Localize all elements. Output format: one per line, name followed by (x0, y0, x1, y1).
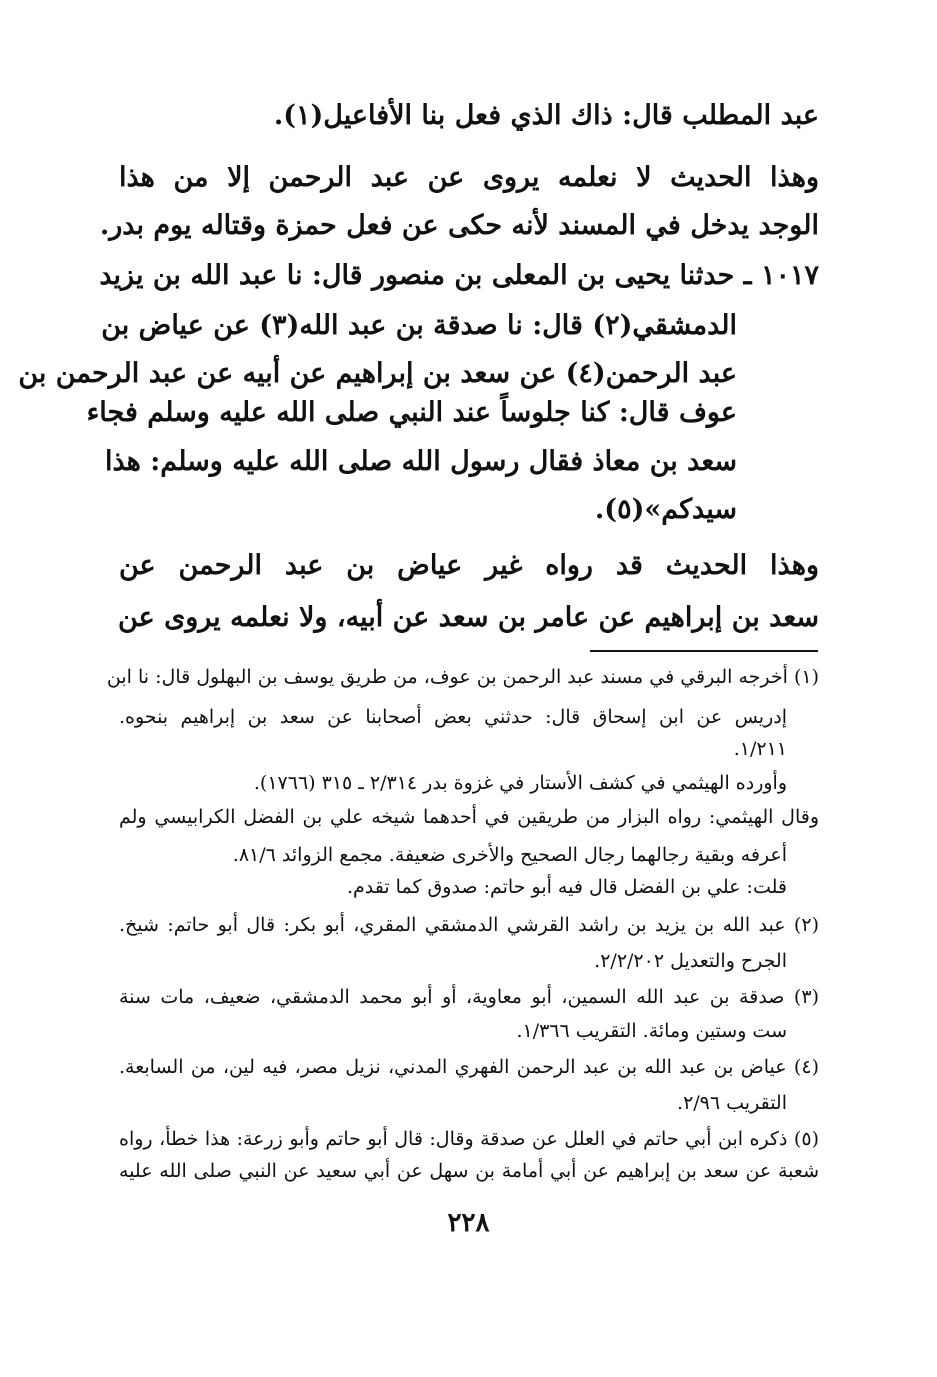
footnote-1-line-6: أعرفه وبقية رجالهما رجال الصحيح والأخرى ضعيفة. مجمع الزوائد ٨١/٦. (232, 844, 787, 866)
footnote-4-line-2: التقريب ٢/٩٦. (677, 1092, 787, 1114)
main-line-5: الدمشقي(٢) قال: نا صدقة بن عبد الله(٣) عن عياض بن (101, 310, 737, 341)
main-line-3: الوجد يدخل في المسند لأنه حكى عن فعل حمزة وقتاله يوم بدر. (99, 210, 819, 241)
main-line-6: عبد الرحمن(٤) عن سعد بن إبراهيم عن أبيه عن عبد الرحمن بن (18, 358, 737, 389)
main-line-9: سيدكم»(٥). (594, 494, 737, 525)
footnote-3-line-2: ست وستين ومائة. التقريب ١/٣٦٦. (516, 1020, 787, 1042)
main-line-2: وهذا الحديث لا نعلمه يروى عن عبد الرحمن إلا من هذا (119, 162, 819, 193)
footnote-4-line-1: (٤) عياض بن عبد الله بن عبد الرحمن الفهري المدني، نزيل مصر، فيه لين، من السابعة. (119, 1056, 819, 1078)
footnote-1-line-7: قلت: علي بن الفضل قال فيه أبو حاتم: صدوق كما تقدم. (346, 876, 787, 898)
footnote-2-line-2: الجرح والتعديل ٢/٢/٢٠٢. (594, 950, 787, 972)
page-number: ٢٢٨ (447, 1208, 490, 1238)
main-line-8: سعد بن معاذ فقال رسول الله صلى الله عليه وسلم: هذا (104, 446, 737, 477)
footnote-2-line-1: (٢) عبد الله بن يزيد بن راشد القرشي الدمشقي المقري، أبو بكر: قال أبو حاتم: شيخ. (119, 914, 819, 936)
main-line-1: عبد المطلب قال: ذاك الذي فعل بنا الأفاعيل(١). (273, 100, 819, 131)
footnote-1-line-3: ١/٢١١. (733, 738, 787, 760)
footnote-3-line-1: (٣) صدقة بن عبد الله السمين، أبو معاوية، أو أبو محمد الدمشقي، ضعيف، مات سنة (119, 986, 819, 1008)
footnote-1-line-1: (١) أخرجه البرقي في مسند عبد الرحمن بن عوف، من طريق يوسف بن البهلول قال: نا ابن (106, 666, 819, 688)
main-line-11: سعد بن إبراهيم عن عامر بن سعد عن أبيه، ولا نعلمه يروى عن (118, 602, 819, 633)
footnote-5-line-2: شعبة عن سعد بن إبراهيم عن أبي أمامة بن سهل عن أبي سعيد عن النبي صلى الله عليه (119, 1160, 819, 1182)
footnote-5-line-1: (٥) ذكره ابن أبي حاتم في العلل عن صدقة وقال: قال أبو حاتم وأبو زرعة: هذا خطأ، رواه (119, 1128, 819, 1150)
main-line-7: عوف قال: كنا جلوساً عند النبي صلى الله عليه وسلم فجاء (86, 397, 737, 428)
footnote-1-line-4: وأورده الهيثمي في كشف الأستار في غزوة بدر ٢/٣١٤ ـ ٣١٥ (١٧٦٦). (253, 772, 787, 794)
hadith-number-line: ١٠١٧ ـ حدثنا يحيى بن المعلى بن منصور قال: نا عبد الله بن يزيد (99, 260, 819, 291)
footnote-1-line-5: وقال الهيثمي: رواه البزار من طريقين في أحدهما شيخه علي بن الفضل الكرابيسي ولم (119, 806, 819, 828)
main-line-10: وهذا الحديث قد رواه غير عياض بن عبد الرحمن عن (119, 550, 819, 581)
footnote-separator (590, 650, 818, 652)
footnote-1-line-2: إدريس عن ابن إسحاق قال: حدثني بعض أصحابنا عن سعد بن إبراهيم بنحوه. (119, 706, 787, 728)
